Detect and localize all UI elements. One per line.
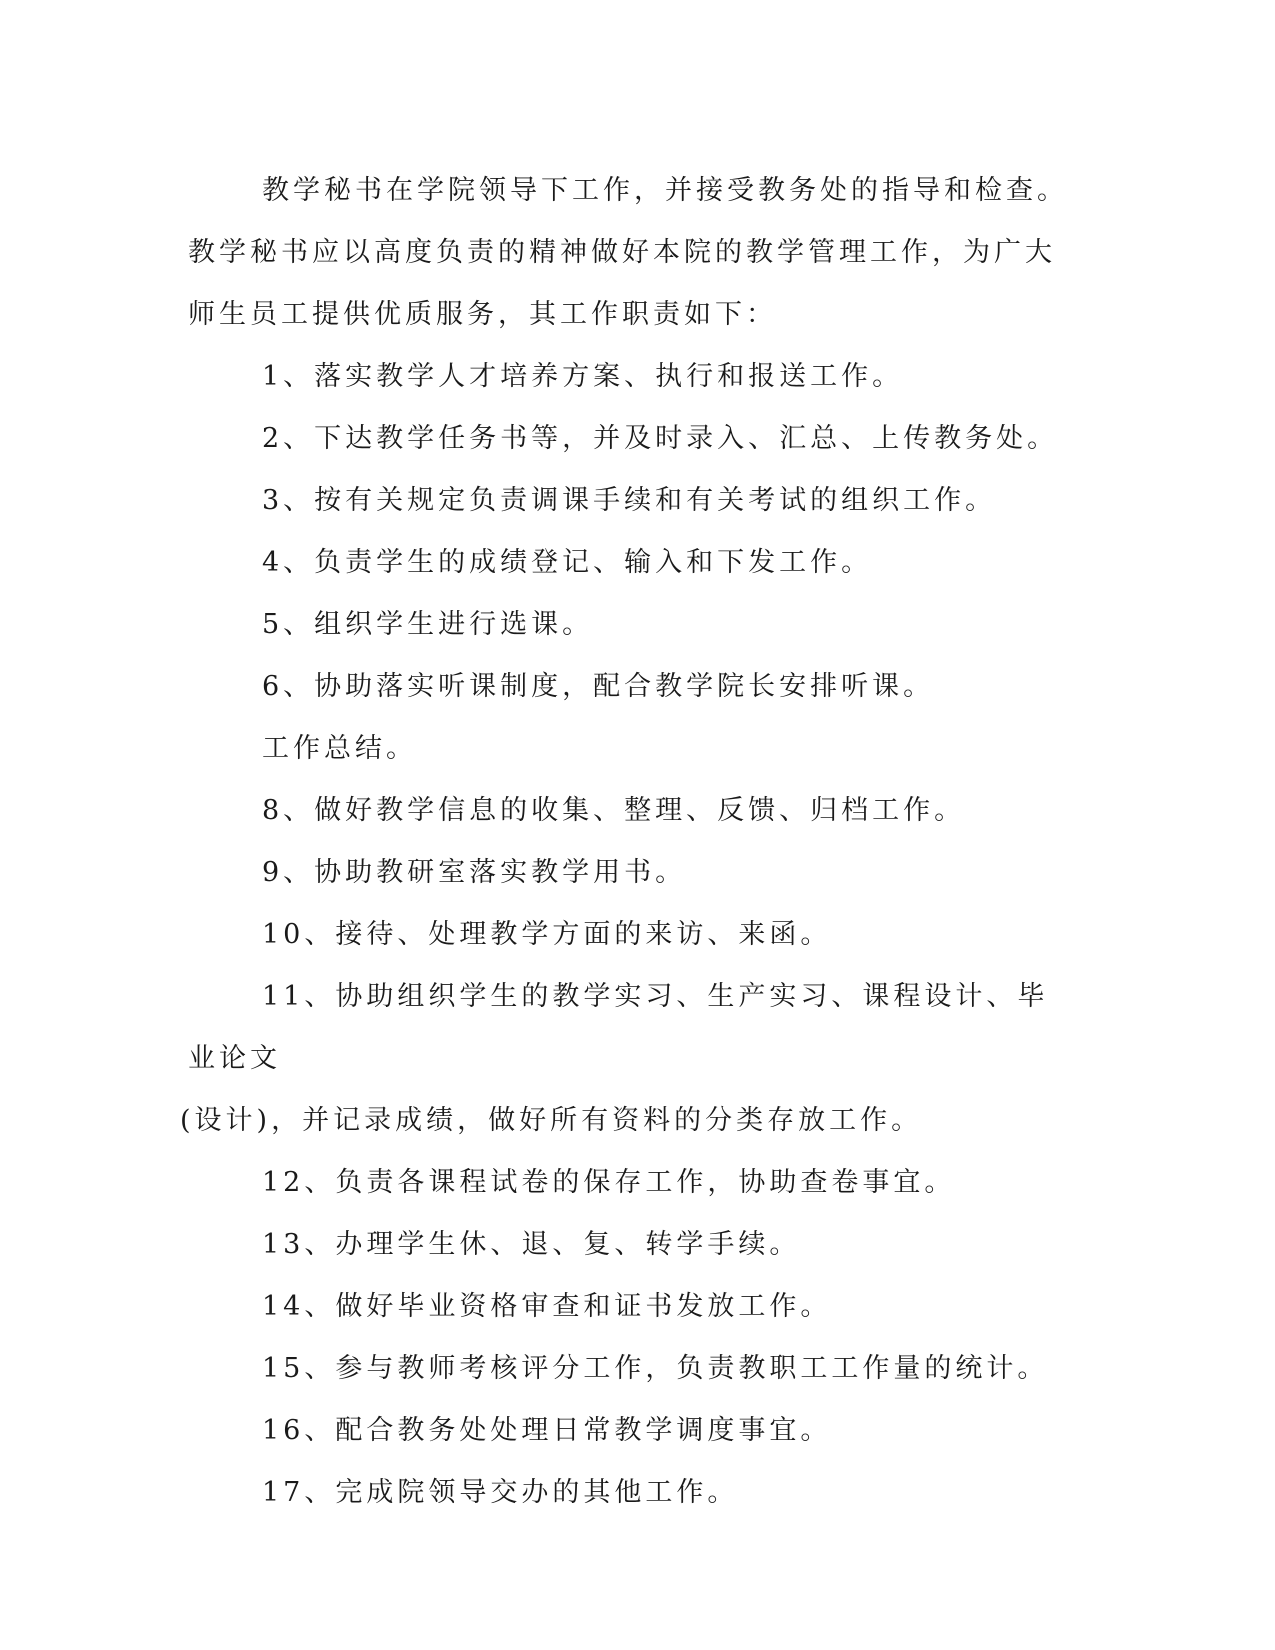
duty-item-5: 5、组织学生进行选课。 — [262, 609, 594, 640]
duty-item-2: 2、下达教学任务书等，并及时录入、汇总、上传教务处。 — [262, 423, 1059, 454]
duty-item-11-line1: 11、协助组织学生的教学实习、生产实习、课程设计、毕业论文 — [188, 981, 1049, 1074]
duty-item-10: 10、接待、处理教学方面的来访、来函。 — [262, 919, 832, 950]
duty-item-9: 9、协助教研室落实教学用书。 — [262, 857, 687, 888]
duty-item-14: 14、做好毕业资格审查和证书发放工作。 — [262, 1291, 832, 1322]
duty-item-16: 16、配合教务处处理日常教学调度事宜。 — [262, 1415, 832, 1446]
duty-item-8: 8、做好教学信息的收集、整理、反馈、归档工作。 — [262, 795, 966, 826]
intro-paragraph: 教学秘书在学院领导下工作，并接受教务处的指导和检查。教学秘书应以高度负责的精神做好本院的教学管理工作，为广大师生员工提供优质服务，其工作职责如下： — [188, 175, 1068, 330]
duty-item-11-line2: (设计)，并记录成绩，做好所有资料的分类存放工作。 — [180, 1105, 923, 1136]
duty-item-12: 12、负责各课程试卷的保存工作，协助查卷事宜。 — [262, 1167, 956, 1198]
duty-item-15: 15、参与教师考核评分工作，负责教职工工作量的统计。 — [262, 1353, 1049, 1384]
duty-item-1: 1、落实教学人才培养方案、执行和报送工作。 — [262, 361, 904, 392]
document-body — [180, 160, 1078, 1524]
duty-item-summary: 工作总结。 — [262, 733, 417, 764]
duty-item-4: 4、负责学生的成绩登记、输入和下发工作。 — [262, 547, 873, 578]
duty-item-11 — [180, 966, 1078, 1152]
duty-item-13: 13、办理学生休、退、复、转学手续。 — [262, 1229, 801, 1260]
duty-item-3: 3、按有关规定负责调课手续和有关考试的组织工作。 — [262, 485, 997, 516]
duty-item-17: 17、完成院领导交办的其他工作。 — [262, 1477, 739, 1508]
duty-item-6: 6、协助落实听课制度，配合教学院长安排听课。 — [262, 671, 935, 702]
